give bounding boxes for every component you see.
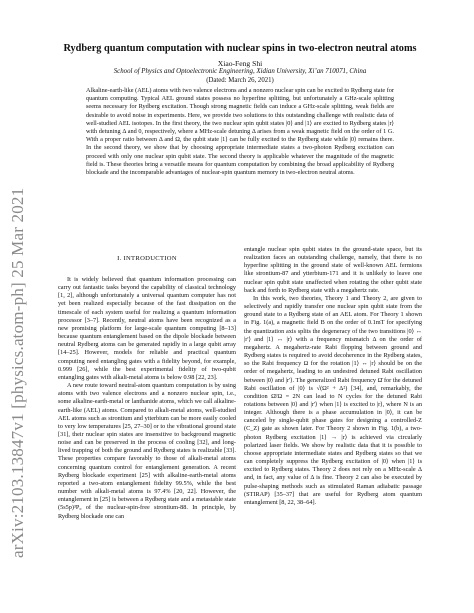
paragraph: A new route toward neutral-atom quantum computation is by using atoms with two valence electrons and a nonzero nuclear spin, i.e., some alkaline-earth-metal or lanthanide atoms, which we call alkaline-earth-like (AEL) atoms. Compared to alkali-metal atoms, well-studied AEL atoms such as strontium and ytterbium can be more easily cooled to very low temperatures [25, 27–30] or to the vibrational ground state [31], their nuclear spin states are insensitive to background magnetic noise and can be preserved in the process of cooling [32], and long-lived trapping of both the ground and Rydberg states is realizable [33]. These properties compare favorably to those of alkali-metal atoms concerning quantum control for entanglement generation. A recent Rydberg blockade experiment [25] with alkaline-earth-metal atoms reported a two-atom entanglement fidelity 99.5%, while the best number with alkali-metal atoms is 97.4% [20, 22]. However, the entanglement in [25] is between a Rydberg state and a metastable state (5s5p)³P₀ of the nuclear-spin-free strontium-88. In principle, by Rydberg blockade one can <box>58 382 236 520</box>
arxiv-identifier-text: arXiv:2103.13847v1 [physics.atom-ph] 25 Mar 2021 <box>8 187 27 558</box>
arxiv-identifier-stamp <box>2 58 30 578</box>
paper-title: Rydberg quantum computation with nuclear spins in two-electron neutral atoms <box>63 43 417 54</box>
author-name: Xiao-Feng Shi <box>217 59 263 68</box>
dated-line: (Dated: March 26, 2021) <box>206 77 274 84</box>
abstract: Alkaline-earth-like (AEL) atoms with two valence electrons and a nonzero nuclear spin can be excited to Rydberg state for quantum computing. Typical AEL ground states possess no hyperfine splitting, but unfortunately a GHz-scale splitting seems necessary for Rydberg excitation. Though strong magnetic fields can induce a GHz-scale splitting, weak fields are desirable to avoid noise in experiments. Here, we provide two solutions to this outstanding challenge with realistic data of well-studied AEL isotopes. In the first theory, the two nuclear spin qubit states |0⟩ and |1⟩ are excited to Rydberg states |r⟩ with detuning Δ and 0, respectively, where a MHz-scale detuning Δ arises from a weak magnetic field on the order of 1 G. With a proper ratio between Δ and Ω, the qubit state |1⟩ can be fully excited to the Rydberg state while |0⟩ remains there. In the second theory, we show that by choosing appropriate intermediate states a two-photon Rydberg excitation can proceed with only one nuclear spin qubit state. The second theory is applicable whatever the magnitude of the magnetic field is. These theories bring a versatile means for quantum computation by combining the broad applicability of Rydberg blockade and the incomparable advantages of nuclear-spin quantum memory in two-electron neutral atoms. <box>86 87 394 177</box>
paragraph: entangle nuclear spin qubit states in the ground-state space, but its realization faces an outstanding challenge, namely, that there is no hyperfine splitting in the ground state of well-known AEL fermions like strontium-87 and ytterbium-171 and it is unlikely to leave one nuclear spin qubit state unaffected when rotating the other qubit state back and forth to Rydberg state with a megahertz rate. <box>244 246 422 294</box>
left-column <box>58 276 236 521</box>
right-column <box>244 246 422 507</box>
section-heading-introduction: I. INTRODUCTION <box>117 255 177 262</box>
paragraph: In this work, two theories, Theory 1 and Theory 2, are given to selectively and rapidly transfer one nuclear spin qubit state from the ground state to a Rydberg state of an AEL atom. For Theory 1 shown in Fig. 1(a), a magnetic field B on the order of 0.1mT for specifying the quantization axis splits the degeneracy of the two transitions |0⟩ ↔ |r'⟩ and |1⟩ ↔ |r⟩ with a frequency mismatch Δ on the order of megahertz. A megahertz-rate Rabi flopping between ground and Rydberg states is required to avoid decoherence in the Rydberg states, so the Rabi frequency Ω for the rotation |1⟩ ↔ |r⟩ should be on the order of megahertz, leading to an undesired detuned Rabi oscillation between |0⟩ and |r'⟩. The generalized Rabi frequency Ω̄ for the detuned Rabi oscillation of |0⟩ is √(Ω² + Δ²) [34], and, remarkably, the condition Ω̄/Ω = 2N can lead to N cycles for the detuned Rabi rotations between |0⟩ and |r'⟩ when |1⟩ is excited to |r⟩, where N is an integer. Although there is a phase accumulation in |0⟩, it can be canceled by single-qubit phase gates for designing a controlled-Z (C_Z) gate as shown later. For Theory 2 shown in Fig. 1(b), a two-photon Rydberg excitation |1⟩ → |r⟩ is achieved via circularly polarized laser fields. We show by realistic data that it is possible to choose appropriate intermediate states and Rydberg states so that we can completely suppress the Rydberg excitation of |0⟩ when |1⟩ is excited to Rydberg states. Theory 2 does not rely on a MHz-scale Δ and, in fact, any value of Δ is fine. Theory 2 can also be executed by pulse-shaping methods such as stimulated Raman adiabatic passage (STIRAP) [35–37] that are useful for Rydberg atom quantum entanglement [8, 22, 38–64]. <box>244 294 422 506</box>
paragraph: It is widely believed that quantum information processing can carry out fantastic tasks beyond the capability of classical technology [1, 2], although unfortunately a universal quantum computer has not yet been realized especially because of the fast dissipation on the timescale of each system useful for realizing a quantum information processor [3–7]. Recently, neutral atoms have been recognized as a new promising platform for large-scale quantum computing [8–13] because quantum entanglement based on the dipole blockade between neutral Rydberg atoms can be generated rapidly in a large qubit array [14–25]. However, models for reliable and practical quantum computing need entangling gates with a fidelity beyond, for example, 0.999 [26], while the best experimental fidelity of two-qubit entangling gates with alkali-metal atoms is below 0.98 [22, 23]. <box>58 276 236 381</box>
author-affiliation: School of Physics and Optoelectronic Engineering, Xidian University, Xi’an 710071, China <box>113 68 367 75</box>
